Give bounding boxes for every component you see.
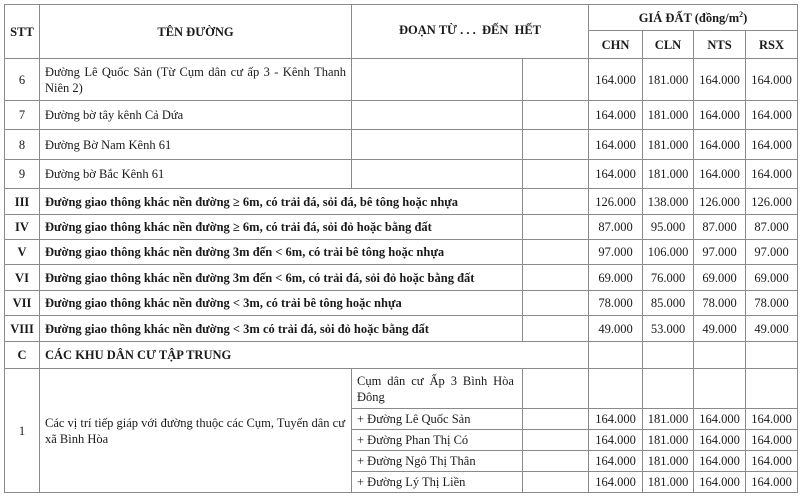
cell-chn: 78.000 [589, 291, 643, 316]
header-rsx: RSX [746, 31, 798, 59]
cell-den-het [523, 59, 589, 101]
cell-rsx: 164.000 [746, 101, 798, 130]
section-row [5, 342, 798, 369]
cell-stt: 8 [5, 130, 40, 160]
cell-doan-tu [352, 130, 523, 160]
cell-chn [589, 342, 643, 369]
cell-den-het [523, 472, 589, 493]
cell-nts: 69.000 [694, 265, 746, 291]
cell-cln: 106.000 [643, 240, 694, 265]
cell-cln: 181.000 [643, 451, 694, 472]
header-gia-dat-label: GIÁ ĐẤT (đồng/m [638, 10, 740, 25]
cell-chn: 97.000 [589, 240, 643, 265]
cell-nts: 164.000 [694, 160, 746, 189]
cell-stt: III [5, 189, 40, 215]
cell-chn: 164.000 [589, 430, 643, 451]
cell-name: Đường giao thông khác nền đường ≥ 6m, có trải đá, sỏi đỏ hoặc bằng đất [40, 215, 523, 240]
cell-rsx [746, 369, 798, 409]
header-stt: STT [5, 5, 40, 59]
cell-cln: 181.000 [643, 101, 694, 130]
table-row-category [5, 291, 798, 316]
cell-nts: 164.000 [694, 472, 746, 493]
cell-name: Đường bờ Bắc Kênh 61 [40, 160, 352, 189]
cell-name: Đường giao thông khác nền đường 3m đến < 6m, có trải bê tông hoặc nhựa [40, 240, 523, 265]
cell-cln: 181.000 [643, 409, 694, 430]
table-row [5, 59, 798, 101]
header-gia-dat [589, 5, 798, 31]
cell-cln: 181.000 [643, 430, 694, 451]
cell-chn: 126.000 [589, 189, 643, 215]
cell-den-het [523, 430, 589, 451]
cell-chn: 164.000 [589, 451, 643, 472]
table-row [5, 130, 798, 160]
cell-doan-tu [352, 59, 523, 101]
cell-stt: 7 [5, 101, 40, 130]
cell-cln [643, 369, 694, 409]
cell-name: Đường giao thông khác nền đường ≥ 6m, có trải đá, sỏi đá, bê tông hoặc nhựa [40, 189, 523, 215]
cell-rsx: 78.000 [746, 291, 798, 316]
cell-rsx: 87.000 [746, 215, 798, 240]
cell-stt: VIII [5, 316, 40, 342]
cell-name: Đường Bờ Nam Kênh 61 [40, 130, 352, 160]
cell-chn: 164.000 [589, 160, 643, 189]
cell-nts: 78.000 [694, 291, 746, 316]
cell-nts: 126.000 [694, 189, 746, 215]
cell-doan-tu [352, 101, 523, 130]
cell-street: + Đường Ngô Thị Thân [352, 451, 523, 472]
cell-cln: 138.000 [643, 189, 694, 215]
cell-nts: 97.000 [694, 240, 746, 265]
section-title: CÁC KHU DÂN CƯ TẬP TRUNG [40, 342, 589, 369]
cell-nts: 164.000 [694, 59, 746, 101]
cell-den-het [523, 240, 589, 265]
cell-rsx: 164.000 [746, 472, 798, 493]
cell-den-het [523, 189, 589, 215]
header-gia-dat-close: ) [743, 10, 748, 25]
cell-nts: 49.000 [694, 316, 746, 342]
cell-cln: 181.000 [643, 59, 694, 101]
cell-chn: 87.000 [589, 215, 643, 240]
cell-cln: 181.000 [643, 130, 694, 160]
cell-den-het [523, 369, 589, 409]
header-row-top [5, 5, 798, 31]
cell-chn: 164.000 [589, 409, 643, 430]
cell-stt: VI [5, 265, 40, 291]
cell-rsx: 164.000 [746, 451, 798, 472]
header-chn: CHN [589, 31, 643, 59]
cell-street: + Đường Phan Thị Có [352, 430, 523, 451]
table-row-category [5, 189, 798, 215]
header-doan-tu: ĐOẠN TỪ . . . ĐẾN HẾT [352, 5, 589, 59]
cell-nts: 164.000 [694, 409, 746, 430]
cell-rsx: 164.000 [746, 430, 798, 451]
cell-chn: 49.000 [589, 316, 643, 342]
cell-street: + Đường Lê Quốc Sản [352, 409, 523, 430]
cell-den-het [523, 130, 589, 160]
cell-chn: 164.000 [589, 59, 643, 101]
cell-doan-tu [352, 160, 523, 189]
cell-cln: 53.000 [643, 316, 694, 342]
cell-nts: 87.000 [694, 215, 746, 240]
cell-den-het [523, 101, 589, 130]
cell-rsx: 164.000 [746, 59, 798, 101]
cell-rsx: 164.000 [746, 409, 798, 430]
cell-rsx: 164.000 [746, 160, 798, 189]
cell-den-het [523, 215, 589, 240]
cell-stt: V [5, 240, 40, 265]
cell-den-het [523, 160, 589, 189]
table-row [5, 160, 798, 189]
cell-name: Đường giao thông khác nền đường 3m đến < 6m, có trải đá, sỏi đỏ hoặc bằng đất [40, 265, 523, 291]
table-row [5, 101, 798, 130]
cell-den-het [523, 265, 589, 291]
cell-den-het [523, 409, 589, 430]
cell-chn: 69.000 [589, 265, 643, 291]
cell-nts [694, 369, 746, 409]
table-row-category [5, 265, 798, 291]
cell-chn: 164.000 [589, 472, 643, 493]
cell-den-het [523, 291, 589, 316]
table-row-category [5, 240, 798, 265]
cell-name: Đường bờ tây kênh Cả Dứa [40, 101, 352, 130]
cell-rsx: 69.000 [746, 265, 798, 291]
table-row-category [5, 215, 798, 240]
cell-nts: 164.000 [694, 430, 746, 451]
section-stt: C [5, 342, 40, 369]
cell-den-het [523, 316, 589, 342]
cell-cln: 181.000 [643, 472, 694, 493]
cell-name: Các vị trí tiếp giáp với đường thuộc các Cụm, Tuyến dân cư xã Bình Hòa [40, 369, 352, 493]
header-ten-duong: TÊN ĐƯỜNG [40, 5, 352, 59]
cell-cln: 76.000 [643, 265, 694, 291]
cell-rsx: 97.000 [746, 240, 798, 265]
cell-chn: 164.000 [589, 101, 643, 130]
cell-cln [643, 342, 694, 369]
cell-name: Đường Lê Quốc Sản (Từ Cụm dân cư ấp 3 - Kênh Thanh Niên 2) [40, 59, 352, 101]
cell-cln: 85.000 [643, 291, 694, 316]
cell-stt: 1 [5, 369, 40, 493]
header-gia-dat-sup: 2 [739, 9, 744, 19]
cell-rsx: 164.000 [746, 130, 798, 160]
cell-rsx: 49.000 [746, 316, 798, 342]
header-cln: CLN [643, 31, 694, 59]
cell-stt: IV [5, 215, 40, 240]
cell-name: Đường giao thông khác nền đường < 3m, có trải bê tông hoặc nhựa [40, 291, 523, 316]
cell-cluster-title: Cụm dân cư Ấp 3 Bình Hòa Đông [352, 369, 523, 409]
table-row-category [5, 316, 798, 342]
cell-stt: VII [5, 291, 40, 316]
cell-name: Đường giao thông khác nền đường < 3m có trải đá, sỏi đỏ hoặc bằng đất [40, 316, 523, 342]
cell-nts [694, 342, 746, 369]
cell-stt: 6 [5, 59, 40, 101]
cell-den-het [523, 451, 589, 472]
cell-chn [589, 369, 643, 409]
cell-rsx: 126.000 [746, 189, 798, 215]
cell-street: + Đường Lý Thị Liền [352, 472, 523, 493]
header-nts: NTS [694, 31, 746, 59]
cell-nts: 164.000 [694, 451, 746, 472]
cell-nts: 164.000 [694, 101, 746, 130]
land-price-table [4, 4, 798, 493]
table-row [5, 369, 798, 409]
cell-chn: 164.000 [589, 130, 643, 160]
cell-cln: 181.000 [643, 160, 694, 189]
cell-rsx [746, 342, 798, 369]
cell-stt: 9 [5, 160, 40, 189]
cell-cln: 95.000 [643, 215, 694, 240]
cell-nts: 164.000 [694, 130, 746, 160]
